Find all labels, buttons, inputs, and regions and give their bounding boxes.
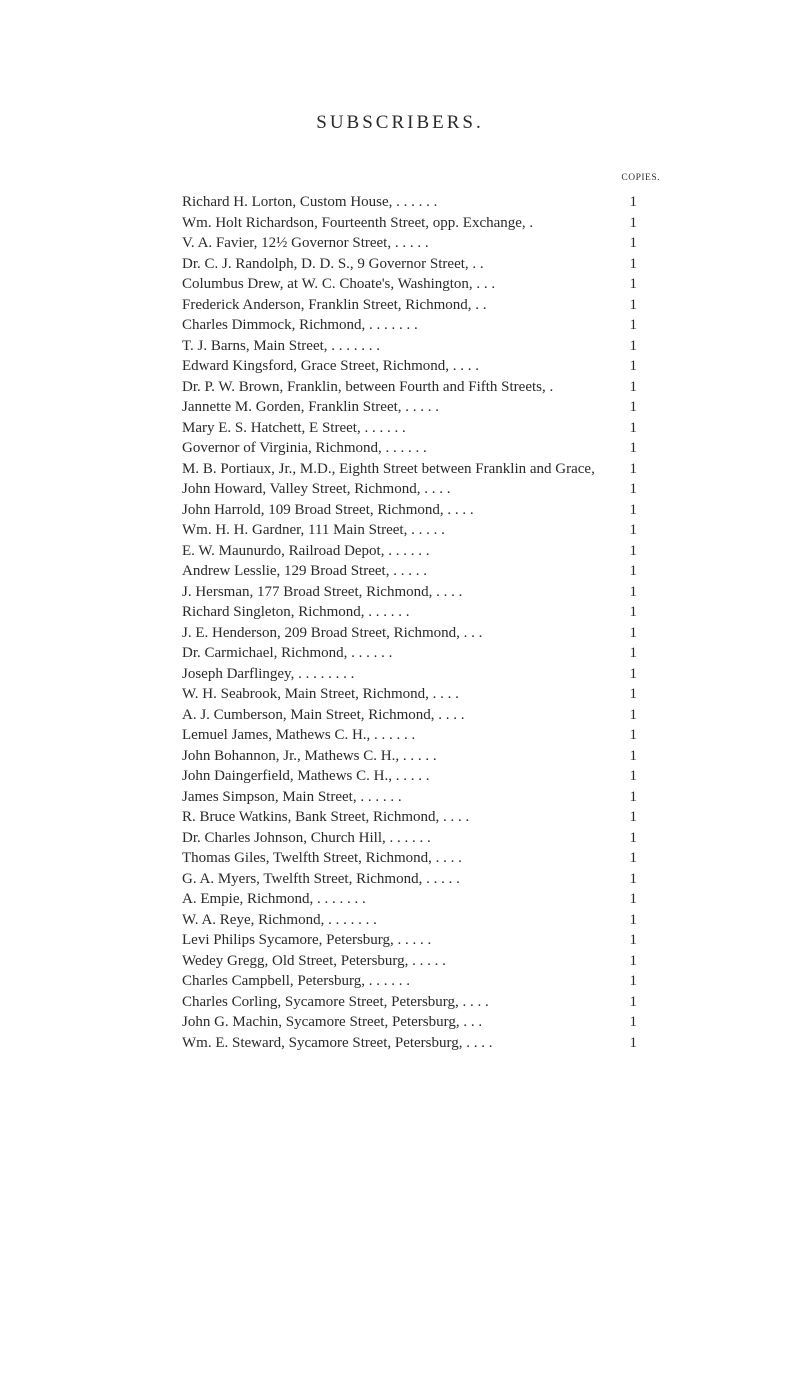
subscriber-entry: Levi Philips Sycamore, Petersburg, . . . . . [182, 932, 432, 948]
copies-count: 1 [629, 932, 637, 948]
copies-count: 1 [629, 440, 637, 456]
subscriber-entry: J. E. Henderson, 209 Broad Street, Richmond, . . . [182, 624, 483, 641]
copies-count: 1 [629, 235, 637, 251]
subscriber-row [182, 233, 637, 254]
subscriber-row [182, 930, 637, 951]
copies-count: 1 [629, 419, 637, 436]
copies-count: 1 [629, 337, 637, 354]
subscriber-entry: Charles Dimmock, Richmond, . . . . . . . [182, 317, 418, 333]
copies-count: 1 [629, 809, 637, 825]
copies-count: 1 [629, 788, 637, 805]
subscriber-entry: John Harrold, 109 Broad Street, Richmond, . . . . [182, 501, 474, 518]
subscriber-entry: Charles Campbell, Petersburg, . . . . . . [182, 973, 411, 989]
subscriber-row [182, 254, 637, 275]
subscriber-entry: John Bohannon, Jr., Mathews C. H., . . . . . [182, 747, 437, 764]
copies-count: 1 [629, 481, 637, 497]
subscriber-entry: Andrew Lesslie, 129 Broad Street, . . . . . [182, 563, 427, 579]
copies-count: 1 [629, 747, 637, 764]
subscriber-row [182, 889, 637, 910]
subscriber-entry: M. B. Portiaux, Jr., M.D., Eighth Street between Franklin and Grace, [182, 460, 595, 477]
copies-column-header: COPIES. [621, 173, 660, 183]
subscriber-row [182, 315, 637, 336]
subscriber-row [182, 397, 637, 418]
subscriber-entry: Dr. P. W. Brown, Franklin, between Fourth and Fifth Streets, . [182, 378, 554, 395]
subscriber-entry: John Howard, Valley Street, Richmond, . . . . [182, 481, 451, 497]
subscriber-row [182, 869, 637, 890]
subscriber-entry: Lemuel James, Mathews C. H., . . . . . . [182, 727, 416, 743]
copies-count: 1 [629, 727, 637, 743]
subscriber-row [182, 582, 637, 603]
subscriber-entry: Dr. Charles Johnson, Church Hill, . . . . . . [182, 829, 431, 846]
subscriber-row [182, 910, 637, 931]
copies-count: 1 [629, 911, 637, 928]
copies-count: 1 [629, 358, 637, 374]
subscriber-row [182, 541, 637, 562]
copies-count: 1 [629, 542, 637, 559]
copies-count: 1 [629, 768, 637, 784]
copies-count: 1 [629, 563, 637, 579]
copies-count: 1 [629, 296, 637, 313]
subscriber-entry: Wedey Gregg, Old Street, Petersburg, . . . . . [182, 952, 446, 969]
subscriber-entry: Wm. H. H. Gardner, 111 Main Street, . . . . . [182, 522, 445, 538]
page-heading: SUBSCRIBERS. [316, 112, 484, 133]
subscriber-row [182, 684, 637, 705]
copies-count: 1 [629, 583, 637, 600]
subscriber-row [182, 992, 637, 1013]
subscriber-row [182, 705, 637, 726]
copies-count: 1 [629, 460, 637, 477]
subscriber-row [182, 643, 637, 664]
copies-count: 1 [629, 973, 637, 989]
subscriber-row [182, 807, 637, 828]
subscriber-row [182, 274, 637, 295]
subscriber-row [182, 500, 637, 521]
subscriber-row [182, 787, 637, 808]
subscriber-entry: Richard H. Lorton, Custom House, . . . . . . [182, 194, 438, 210]
subscriber-row [182, 192, 637, 213]
subscriber-entry: Governor of Virginia, Richmond, . . . . . . [182, 440, 427, 456]
subscriber-row [182, 848, 637, 869]
subscriber-row [182, 520, 637, 541]
subscriber-row [182, 377, 637, 398]
subscriber-entry: Wm. E. Steward, Sycamore Street, Petersburg, . . . . [182, 1034, 493, 1051]
subscriber-row [182, 664, 637, 685]
subscriber-row [182, 295, 637, 316]
subscriber-entry: John G. Machin, Sycamore Street, Petersburg, . . . [182, 1014, 483, 1030]
copies-count: 1 [629, 706, 637, 723]
copies-count: 1 [629, 194, 637, 210]
subscriber-entry: Dr. C. J. Randolph, D. D. S., 9 Governor Street, . . [182, 255, 484, 272]
copies-count: 1 [629, 501, 637, 518]
subscriber-entry: James Simpson, Main Street, . . . . . . [182, 788, 402, 805]
copies-count: 1 [629, 850, 637, 866]
subscriber-entry: V. A. Favier, 12½ Governor Street, . . . . . [182, 235, 429, 251]
subscriber-entry: A. J. Cumberson, Main Street, Richmond, . . . . [182, 706, 465, 723]
subscriber-entry: Dr. Carmichael, Richmond, . . . . . . [182, 645, 393, 661]
subscriber-row [182, 479, 637, 500]
subscriber-entry: E. W. Maunurdo, Railroad Depot, . . . . . . [182, 542, 430, 559]
subscriber-row [182, 602, 637, 623]
subscriber-row [182, 418, 637, 439]
copies-count: 1 [629, 378, 637, 395]
subscriber-entry: W. H. Seabrook, Main Street, Richmond, . . . . [182, 686, 459, 702]
subscriber-entry: J. Hersman, 177 Broad Street, Richmond, . . . . [182, 583, 463, 600]
copies-count: 1 [629, 645, 637, 661]
subscriber-entry: Columbus Drew, at W. C. Choate's, Washington, . . . [182, 276, 496, 292]
subscriber-row [182, 459, 637, 480]
copies-count: 1 [629, 624, 637, 641]
subscriber-entry: Thomas Giles, Twelfth Street, Richmond, . . . . [182, 850, 462, 866]
copies-count: 1 [629, 255, 637, 272]
subscriber-entry: Edward Kingsford, Grace Street, Richmond, . . . . [182, 358, 480, 374]
subscriber-row [182, 561, 637, 582]
subscriber-entry: Jannette M. Gorden, Franklin Street, . . . . . [182, 399, 440, 415]
subscriber-entry: R. Bruce Watkins, Bank Street, Richmond, . . . . [182, 809, 470, 825]
subscriber-entry: Richard Singleton, Richmond, . . . . . . [182, 604, 410, 620]
copies-count: 1 [629, 317, 637, 333]
copies-count: 1 [629, 276, 637, 292]
subscriber-row [182, 828, 637, 849]
subscriber-entry: Charles Corling, Sycamore Street, Petersburg, . . . . [182, 993, 489, 1010]
copies-count: 1 [629, 891, 637, 907]
subscriber-row [182, 623, 637, 644]
copies-count: 1 [629, 214, 637, 231]
subscriber-row [182, 766, 637, 787]
subscriber-row [182, 746, 637, 767]
copies-count: 1 [629, 1014, 637, 1030]
copies-count: 1 [629, 993, 637, 1010]
copies-count: 1 [629, 665, 637, 682]
subscriber-row [182, 213, 637, 234]
subscriber-entry: T. J. Barns, Main Street, . . . . . . . [182, 337, 381, 354]
subscriber-row [182, 438, 637, 459]
subscriber-list [182, 192, 637, 1053]
subscriber-row [182, 951, 637, 972]
copies-count: 1 [629, 829, 637, 846]
copies-count: 1 [629, 686, 637, 702]
subscriber-entry: Frederick Anderson, Franklin Street, Richmond, . . [182, 296, 487, 313]
subscriber-row [182, 725, 637, 746]
subscriber-entry: Mary E. S. Hatchett, E Street, . . . . . . [182, 419, 406, 436]
copies-count: 1 [629, 870, 637, 887]
subscriber-entry: A. Empie, Richmond, . . . . . . . [182, 891, 366, 907]
copies-count: 1 [629, 604, 637, 620]
copies-count: 1 [629, 522, 637, 538]
subscriber-entry: Wm. Holt Richardson, Fourteenth Street, opp. Exchange, . [182, 214, 534, 231]
subscriber-row [182, 1012, 637, 1033]
subscriber-row [182, 1033, 637, 1054]
subscriber-entry: John Daingerfield, Mathews C. H., . . . . . [182, 768, 430, 784]
subscriber-row [182, 356, 637, 377]
subscriber-entry: Joseph Darflingey, . . . . . . . . [182, 665, 355, 682]
copies-count: 1 [629, 952, 637, 969]
subscriber-entry: G. A. Myers, Twelfth Street, Richmond, . . . . . [182, 870, 460, 887]
subscriber-row [182, 971, 637, 992]
copies-count: 1 [629, 399, 637, 415]
subscriber-row [182, 336, 637, 357]
copies-count: 1 [629, 1034, 637, 1051]
subscriber-entry: W. A. Reye, Richmond, . . . . . . . [182, 911, 377, 928]
